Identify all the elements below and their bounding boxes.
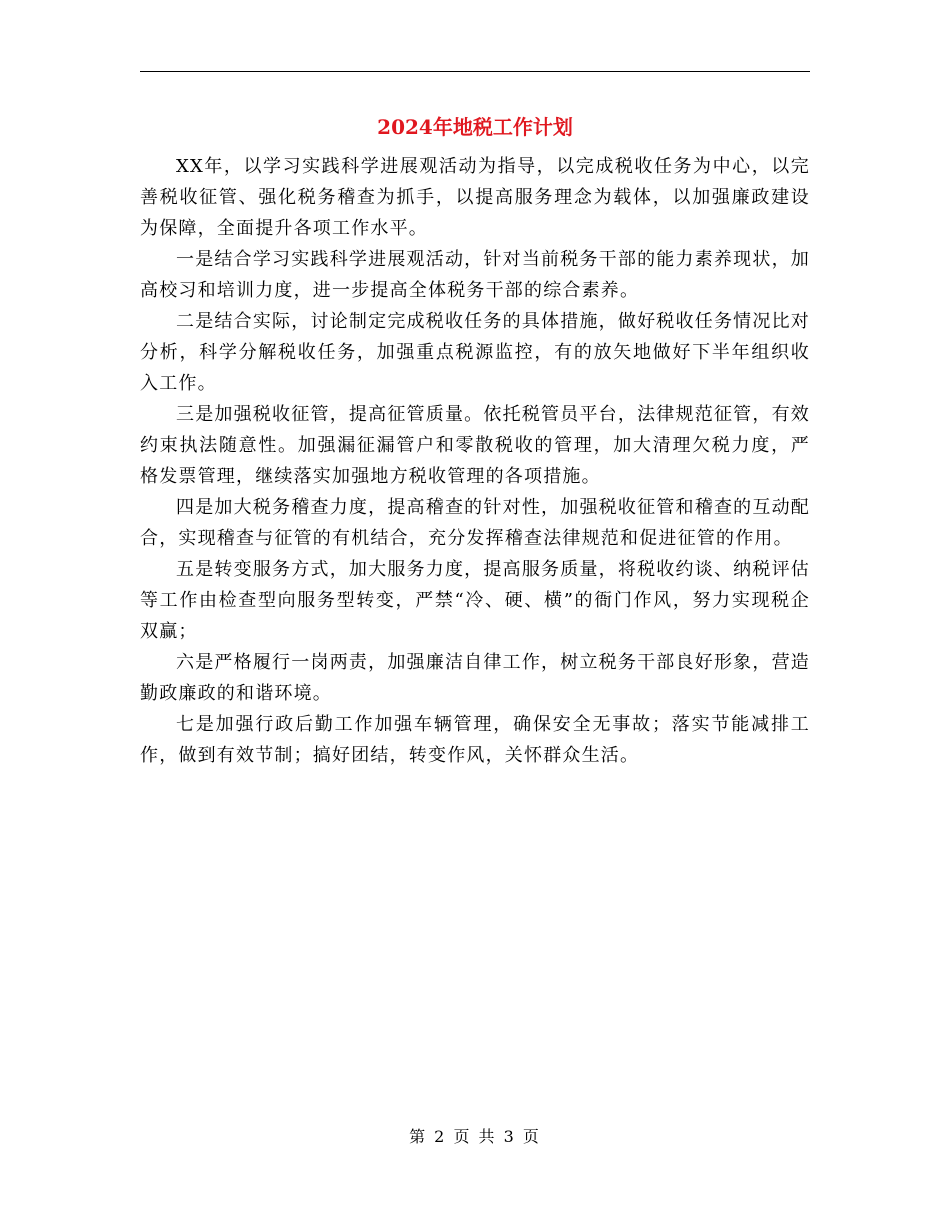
header-rule bbox=[140, 71, 810, 72]
paragraph-item-4: 四是加大税务稽查力度，提高稽查的针对性，加强税收征管和稽查的互动配合，实现稽查与征管的有机结合，充分发挥稽查法律规范和促进征管的作用。 bbox=[140, 497, 810, 549]
paragraph-item-2: 二是结合实际，讨论制定完成税收任务的具体措施，做好税收任务情况比对分析，科学分解税收任务，加强重点税源监控，有的放矢地做好下半年组织收入工作。 bbox=[140, 311, 810, 394]
paragraph-item-3: 三是加强税收征管，提高征管质量。依托税管员平台，法律规范征管，有效约束执法随意性。加强漏征漏管户和零散税收的管理，加大清理欠税力度，严格发票管理，继续落实加强地方税收管理的各项措施。 bbox=[140, 404, 810, 487]
page-number-footer: 第 2 页 共 3 页 bbox=[409, 1127, 541, 1146]
paragraph-item-7: 七是加强行政后勤工作加强车辆管理，确保安全无事故；落实节能减排工作，做到有效节制；搞好团结，转变作风，关怀群众生活。 bbox=[140, 714, 810, 766]
document-title: 2024年地税工作计划 bbox=[377, 115, 573, 139]
document-body bbox=[140, 151, 810, 771]
paragraph-intro: XX年，以学习实践科学进展观活动为指导，以完成税收任务为中心，以完善税收征管、强化税务稽查为抓手，以提高服务理念为载体，以加强廉政建设为保障，全面提升各项工作水平。 bbox=[140, 156, 810, 239]
paragraph-item-1: 一是结合学习实践科学进展观活动，针对当前税务干部的能力素养现状，加高校习和培训力度，进一步提高全体税务干部的综合素养。 bbox=[140, 249, 810, 301]
paragraph-item-5: 五是转变服务方式，加大服务力度，提高服务质量，将税收约谈、纳税评估等工作由检查型向服务型转变，严禁“冷、硬、横”的衙门作风，努力实现税企双赢； bbox=[140, 559, 810, 642]
paragraph-item-6: 六是严格履行一岗两责，加强廉洁自律工作，树立税务干部良好形象，营造勤政廉政的和谐环境。 bbox=[140, 652, 810, 704]
